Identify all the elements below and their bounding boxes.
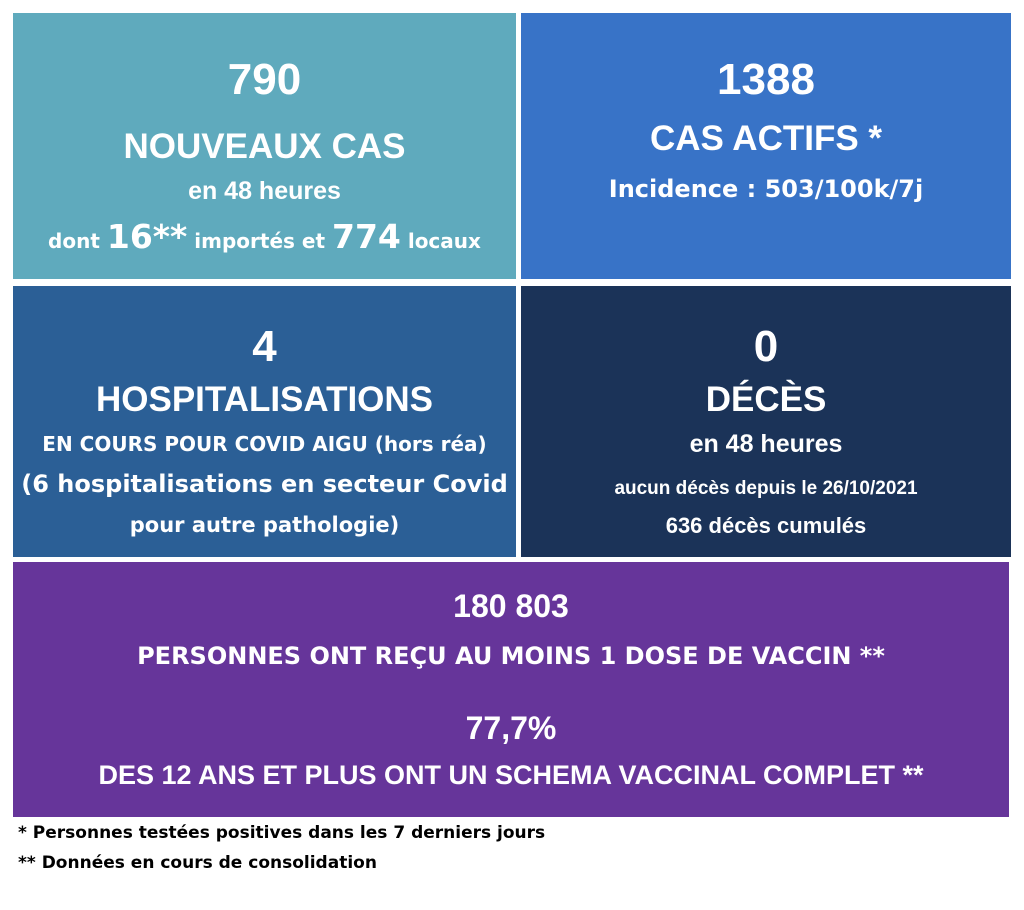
hospitalisations-detail: EN COURS POUR COVID AIGU (hors réa) (42, 432, 487, 456)
incidence-value: Incidence : 503/100k/7j (608, 175, 924, 203)
footnote-2: ** Données en cours de consolidation (18, 853, 377, 873)
new-cases-detail (13, 217, 516, 256)
vaccination-percent-label: DES 12 ANS ET PLUS ONT UN SCHEMA VACCINAL COMPLET ** (98, 760, 924, 790)
detail-prefix: dont (48, 229, 107, 253)
vaccination-label: PERSONNES ONT REÇU AU MOINS 1 DOSE DE VACCIN ** (137, 642, 885, 670)
deaths-tile (521, 286, 1011, 557)
hospitalisations-title: HOSPITALISATIONS (95, 380, 434, 419)
vaccination-count: 180 803 (453, 588, 569, 624)
deaths-period: en 48 heures (689, 430, 843, 458)
local-count: 774 (331, 217, 401, 256)
deaths-since: aucun décès depuis le 26/10/2021 (614, 478, 918, 499)
deaths-cumulative: 636 décès cumulés (665, 513, 867, 538)
active-cases-title: CAS ACTIFS * (649, 119, 883, 158)
hospitalisations-count: 4 (252, 322, 277, 371)
new-cases-count: 790 (227, 55, 302, 104)
active-cases-count: 1388 (717, 55, 815, 104)
vaccination-percent: 77,7% (465, 710, 557, 746)
imported-count: 16** (106, 217, 188, 256)
footnote-1: * Personnes testées positives dans les 7 derniers jours (18, 823, 546, 843)
hospitalisations-tile (13, 286, 516, 557)
active-cases-tile (521, 13, 1011, 279)
new-cases-period: en 48 heures (188, 177, 341, 205)
imported-label: importés et (187, 229, 332, 253)
local-label: locaux (400, 229, 481, 253)
hospitalisations-note-1: (6 hospitalisations en secteur Covid (21, 470, 508, 498)
deaths-count: 0 (753, 322, 779, 371)
new-cases-title: NOUVEAUX CAS (123, 127, 406, 166)
deaths-title: DÉCÈS (705, 380, 827, 419)
vaccination-tile (13, 562, 1009, 817)
new-cases-tile (13, 13, 516, 279)
hospitalisations-note-2: pour autre pathologie) (129, 513, 400, 537)
